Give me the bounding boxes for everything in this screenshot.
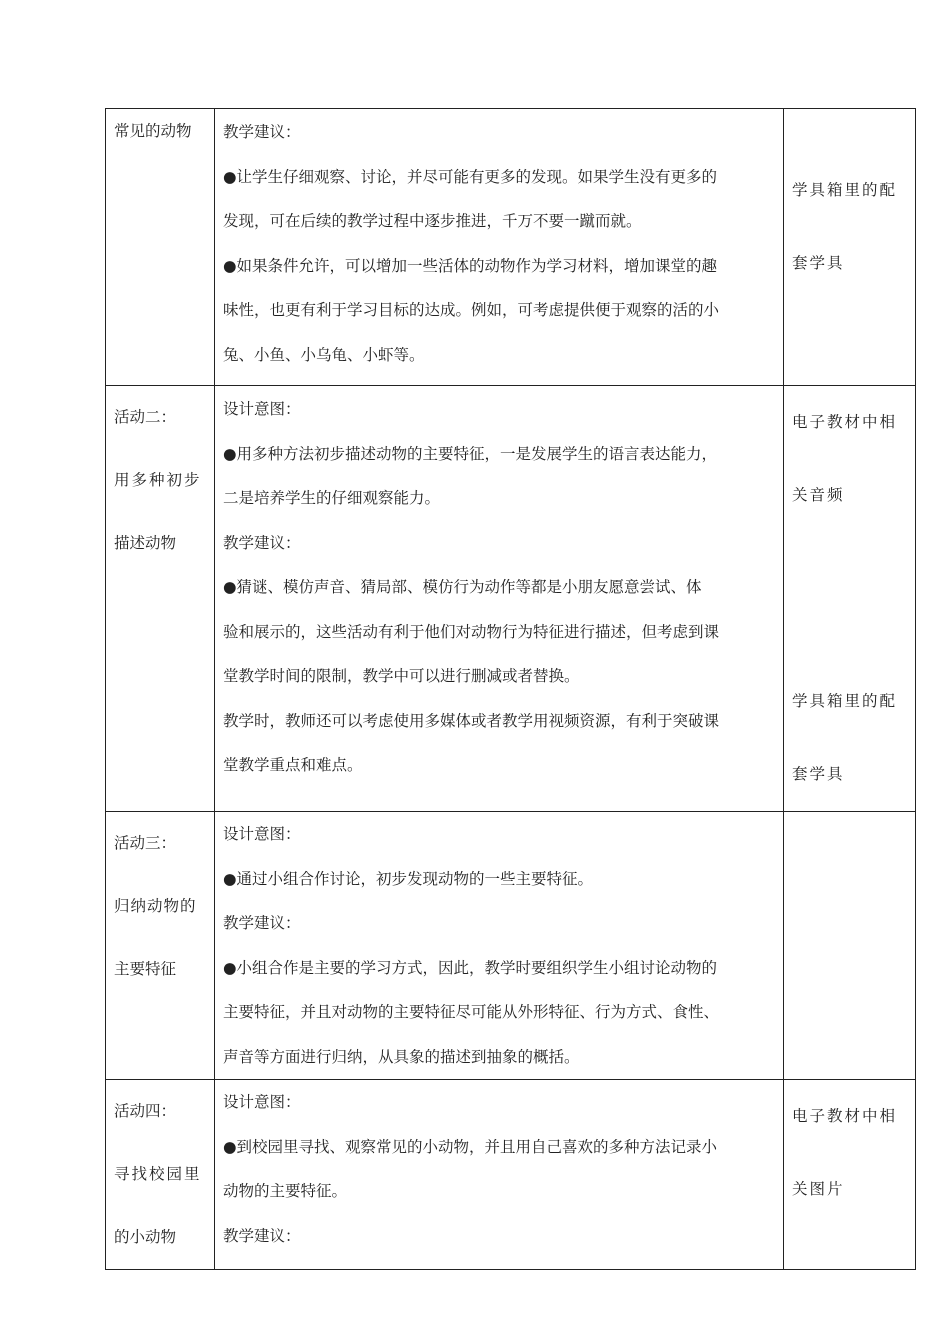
activity-title-line: 活动二： — [114, 408, 177, 426]
table-row — [106, 109, 916, 386]
content-line: 发现，可在后续的教学过程中逐步推进，千万不要一蹴而就。 — [223, 212, 642, 230]
activity-cell — [106, 812, 215, 1080]
resource-line: 学具箱里的配 — [792, 692, 898, 710]
content-line: 教学建议： — [223, 123, 301, 141]
content-line: ●通过小组合作讨论，初步发现动物的一些主要特征。 — [223, 869, 594, 888]
activity-cell — [106, 109, 215, 386]
content-line: 教学建议： — [223, 1226, 301, 1245]
activity-title-line: 的小动物 — [114, 1228, 177, 1246]
content-line: 味性，也更有利于学习目标的达成。例如，可考虑提供便于观察的活的小 — [223, 301, 720, 319]
resource-line: 套学具 — [792, 254, 845, 272]
resource-line: 学具箱里的配 — [792, 181, 898, 199]
content-line: ●用多种方法初步描述动物的主要特征，一是发展学生的语言表达能力， — [223, 444, 718, 463]
content-line: 二是培养学生的仔细观察能力。 — [223, 489, 441, 507]
content-line: 教学建议： — [223, 533, 301, 552]
resource-line: 关音频 — [792, 486, 845, 504]
table-row — [106, 812, 916, 1080]
resource-line: 电子教材中相 — [792, 413, 898, 431]
resource-line: 电子教材中相 — [792, 1107, 898, 1125]
content-cell — [215, 109, 784, 386]
spacer — [792, 532, 907, 665]
activity-cell — [106, 1080, 215, 1270]
content-line: 堂教学时间的限制，教学中可以进行删减或者替换。 — [223, 667, 580, 685]
content-line: ●猜谜、模仿声音、猜局部、模仿行为动作等都是小朋友愿意尝试、体 — [223, 578, 702, 596]
resources-cell — [784, 386, 916, 812]
activity-title-line: 描述动物 — [114, 534, 177, 552]
content-line: 教学建议： — [223, 914, 301, 932]
content-line: 设计意图： — [223, 400, 301, 418]
content-line: 设计意图： — [223, 1093, 301, 1111]
content-line: ●让学生仔细观察、讨论，并尽可能有更多的发现。如果学生没有更多的 — [223, 167, 718, 186]
table-row — [106, 1080, 916, 1270]
table-row — [106, 386, 916, 812]
content-line: ●小组合作是主要的学习方式，因此，教学时要组织学生小组讨论动物的 — [223, 958, 718, 977]
activity-cell — [106, 386, 215, 812]
activity-title-line: 主要特征 — [114, 960, 177, 978]
lesson-plan-table — [105, 108, 916, 1270]
resource-line: 关图片 — [792, 1180, 845, 1198]
content-line: 堂教学重点和难点。 — [223, 756, 363, 774]
content-line: 验和展示的，这些活动有利于他们对动物行为特征进行描述，但考虑到课 — [223, 622, 720, 641]
activity-title-line: 常见的动物 — [114, 122, 192, 140]
activity-title-line: 活动四： — [114, 1102, 177, 1120]
activity-title-line: 归纳动物的 — [114, 897, 197, 915]
content-line: 主要特征，并且对动物的主要特征尽可能从外形特征、行为方式、食性、 — [223, 1003, 720, 1021]
content-line: 教学时，教师还可以考虑使用多媒体或者教学用视频资源，有利于突破课 — [223, 711, 720, 730]
resource-line: 套学具 — [792, 765, 845, 783]
resources-cell — [784, 1080, 916, 1270]
content-cell — [215, 1080, 784, 1270]
activity-title-line: 寻找校园里 — [114, 1165, 202, 1183]
content-line: 动物的主要特征。 — [223, 1182, 348, 1200]
content-cell — [215, 812, 784, 1080]
activity-title-line: 用多种初步 — [114, 471, 202, 489]
resources-cell — [784, 812, 916, 1080]
content-line: ●到校园里寻找、观察常见的小动物，并且用自己喜欢的多种方法记录小 — [223, 1137, 718, 1156]
resources-cell — [784, 109, 916, 386]
activity-title-line: 活动三： — [114, 834, 177, 852]
content-line: 设计意图： — [223, 825, 301, 843]
content-line: ●如果条件允许，可以增加一些活体的动物作为学习材料，增加课堂的趣 — [223, 256, 718, 275]
content-line: 兔、小鱼、小乌龟、小虾等。 — [223, 345, 425, 364]
content-cell — [215, 386, 784, 812]
content-line: 声音等方面进行归纳，从具象的描述到抽象的概括。 — [223, 1047, 580, 1066]
